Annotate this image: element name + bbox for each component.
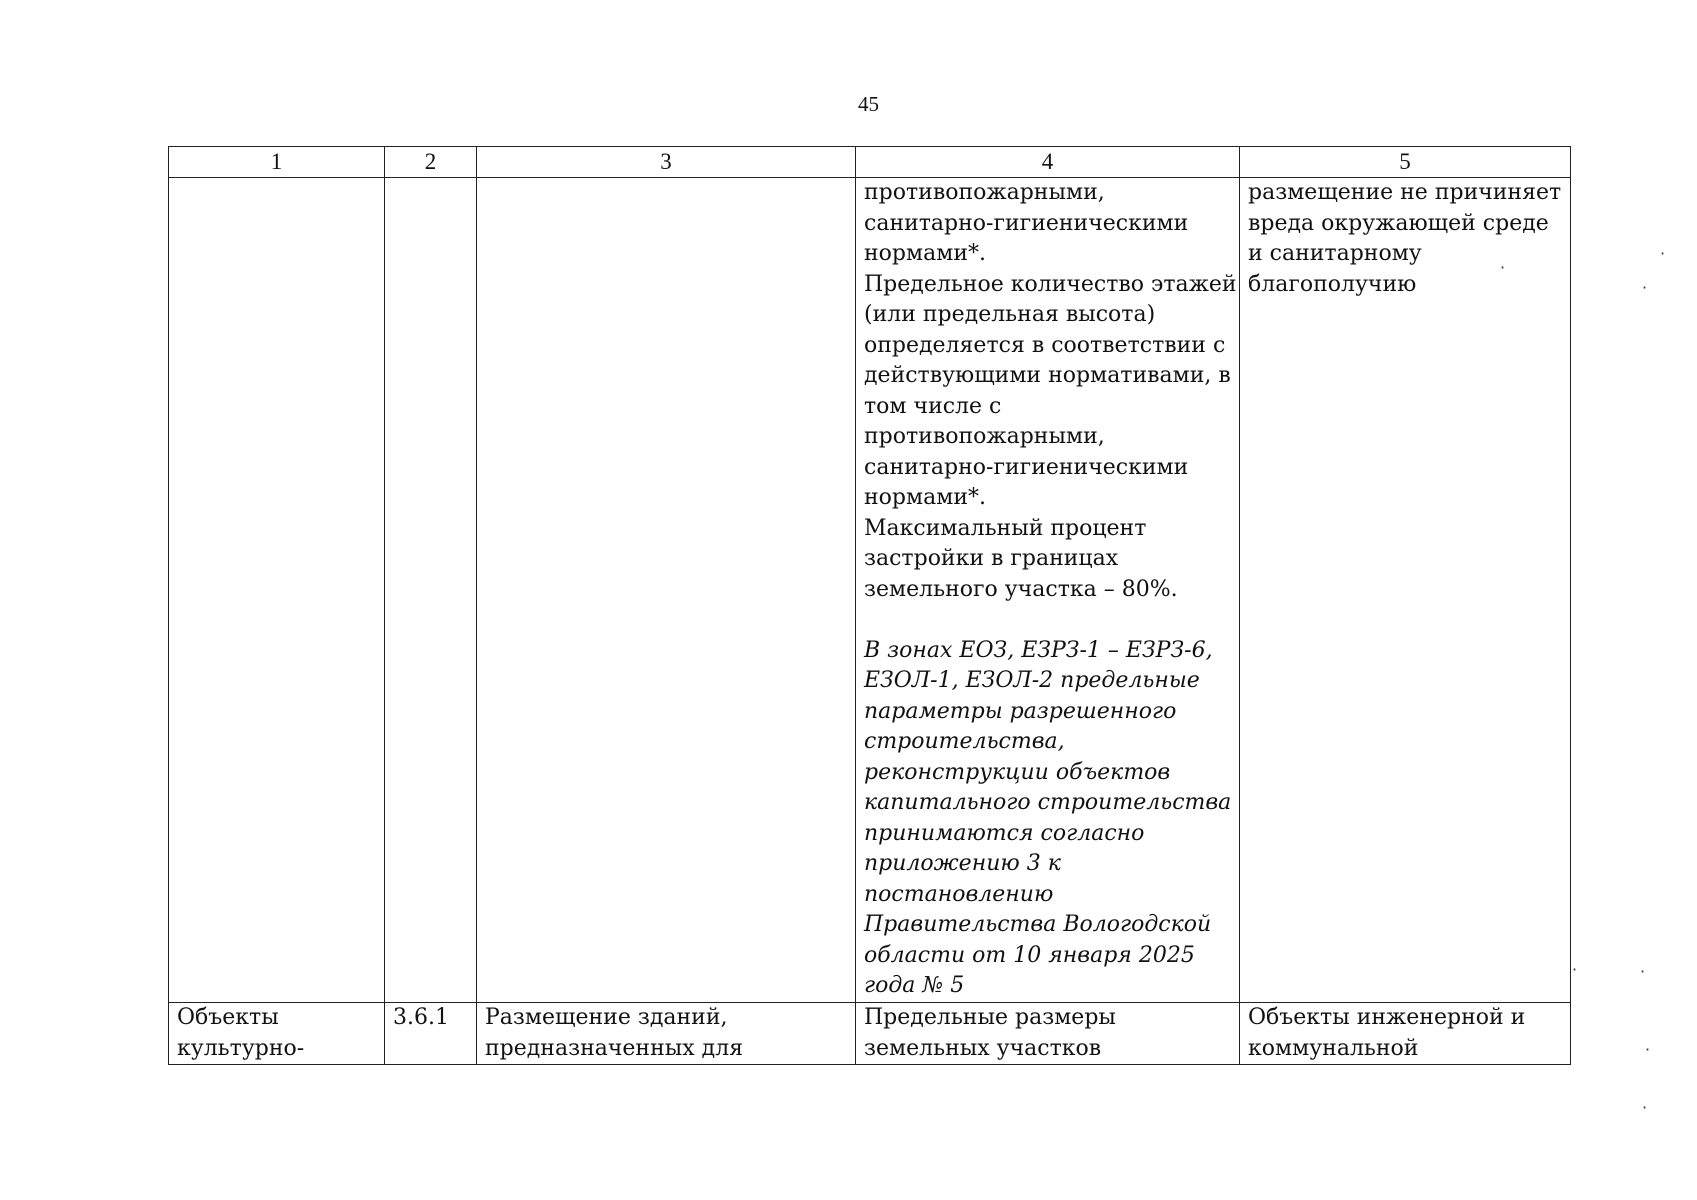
paragraph-gap xyxy=(864,605,1231,636)
cell-continued-col5 xyxy=(1240,178,1571,1003)
italic-text-line: Правительства Вологодской xyxy=(864,912,1212,937)
text-line: Предельные размеры xyxy=(864,1005,1116,1030)
table-row-continued xyxy=(169,178,1571,1003)
scan-speck: · xyxy=(1660,244,1666,263)
cell-continued-col4 xyxy=(856,178,1240,1003)
text-line: благополучию xyxy=(1248,271,1417,297)
italic-text-line: постановлению xyxy=(864,881,1054,907)
italic-text-line: В зонах ЕОЗ, ЕЗРЗ-1 – ЕЗРЗ-6, xyxy=(864,637,1213,663)
text-line: Объекты xyxy=(177,1005,279,1030)
scan-speck: · xyxy=(1500,258,1506,277)
regulations-table xyxy=(168,146,1571,1065)
scan-speck: · xyxy=(1642,278,1648,297)
italic-text-line: капитального строительства xyxy=(864,790,1232,815)
code-text: 3.6.1 xyxy=(393,1005,449,1030)
table-header-row xyxy=(169,147,1571,178)
header-col-3: 3 xyxy=(477,147,856,178)
text-line: противопожарными, xyxy=(864,424,1105,449)
text-line: и санитарному xyxy=(1248,241,1422,266)
text-line: земельных участков xyxy=(864,1035,1102,1061)
page-number: 45 xyxy=(858,92,879,116)
text-line: санитарно-гигиеническими xyxy=(864,454,1189,480)
text-line: застройки в границах xyxy=(864,546,1119,571)
italic-text-line: принимаются согласно xyxy=(864,820,1145,846)
text-line: Размещение зданий, xyxy=(485,1005,728,1030)
text-line: нормами*. xyxy=(864,241,986,266)
cell-continued-col2 xyxy=(385,178,477,1003)
header-col-4: 4 xyxy=(856,147,1240,178)
scan-speck: · xyxy=(1645,1040,1651,1059)
text-line: коммунальной xyxy=(1248,1035,1419,1061)
cell-next-col1 xyxy=(169,1003,385,1065)
cell-continued-col3 xyxy=(477,178,856,1003)
text-line: определяется в соответствии с xyxy=(864,332,1226,358)
cell-next-col2 xyxy=(385,1003,477,1065)
italic-text-line: параметры разрешенного xyxy=(864,698,1177,724)
cell-next-col3 xyxy=(477,1003,856,1065)
header-col-5: 5 xyxy=(1240,147,1571,178)
text-line: культурно- xyxy=(177,1035,305,1061)
text-line: земельного участка – 80%. xyxy=(864,576,1178,602)
italic-text-line: реконструкции объектов xyxy=(864,759,1171,785)
text-line: Максимальный процент xyxy=(864,515,1147,541)
italic-text-line: строительства, xyxy=(864,729,1065,754)
italic-text-line: года № 5 xyxy=(864,973,965,998)
italic-text-line: приложению 3 к xyxy=(864,851,1061,876)
header-col-1: 1 xyxy=(169,147,385,178)
cell-continued-col1 xyxy=(169,178,385,1003)
italic-text-line: области от 10 января 2025 xyxy=(864,942,1195,968)
scan-speck: · xyxy=(1642,1098,1648,1117)
scan-speck: · xyxy=(1572,960,1578,979)
text-line: Предельное количество этажей xyxy=(864,271,1237,297)
text-line: противопожарными, xyxy=(864,180,1105,205)
text-line: предназначенных для xyxy=(485,1035,744,1061)
scan-speck: · xyxy=(1640,962,1646,981)
text-line: Объекты инженерной и xyxy=(1248,1005,1526,1030)
header-col-2: 2 xyxy=(385,147,477,178)
text-line: санитарно-гигиеническими xyxy=(864,210,1189,236)
text-line: нормами*. xyxy=(864,485,986,510)
text-line: размещение не причиняет xyxy=(1248,180,1562,205)
cell-next-col4 xyxy=(856,1003,1240,1065)
text-line: том числе с xyxy=(864,393,1002,419)
text-line: действующими нормативами, в xyxy=(864,363,1231,388)
cell-next-col5 xyxy=(1240,1003,1571,1065)
text-line: вреда окружающей среде xyxy=(1248,210,1549,236)
italic-text-line: ЕЗОЛ-1, ЕЗОЛ-2 предельные xyxy=(864,668,1200,693)
text-line: (или предельная высота) xyxy=(864,302,1156,327)
table-row-cultural-objects xyxy=(169,1003,1571,1065)
